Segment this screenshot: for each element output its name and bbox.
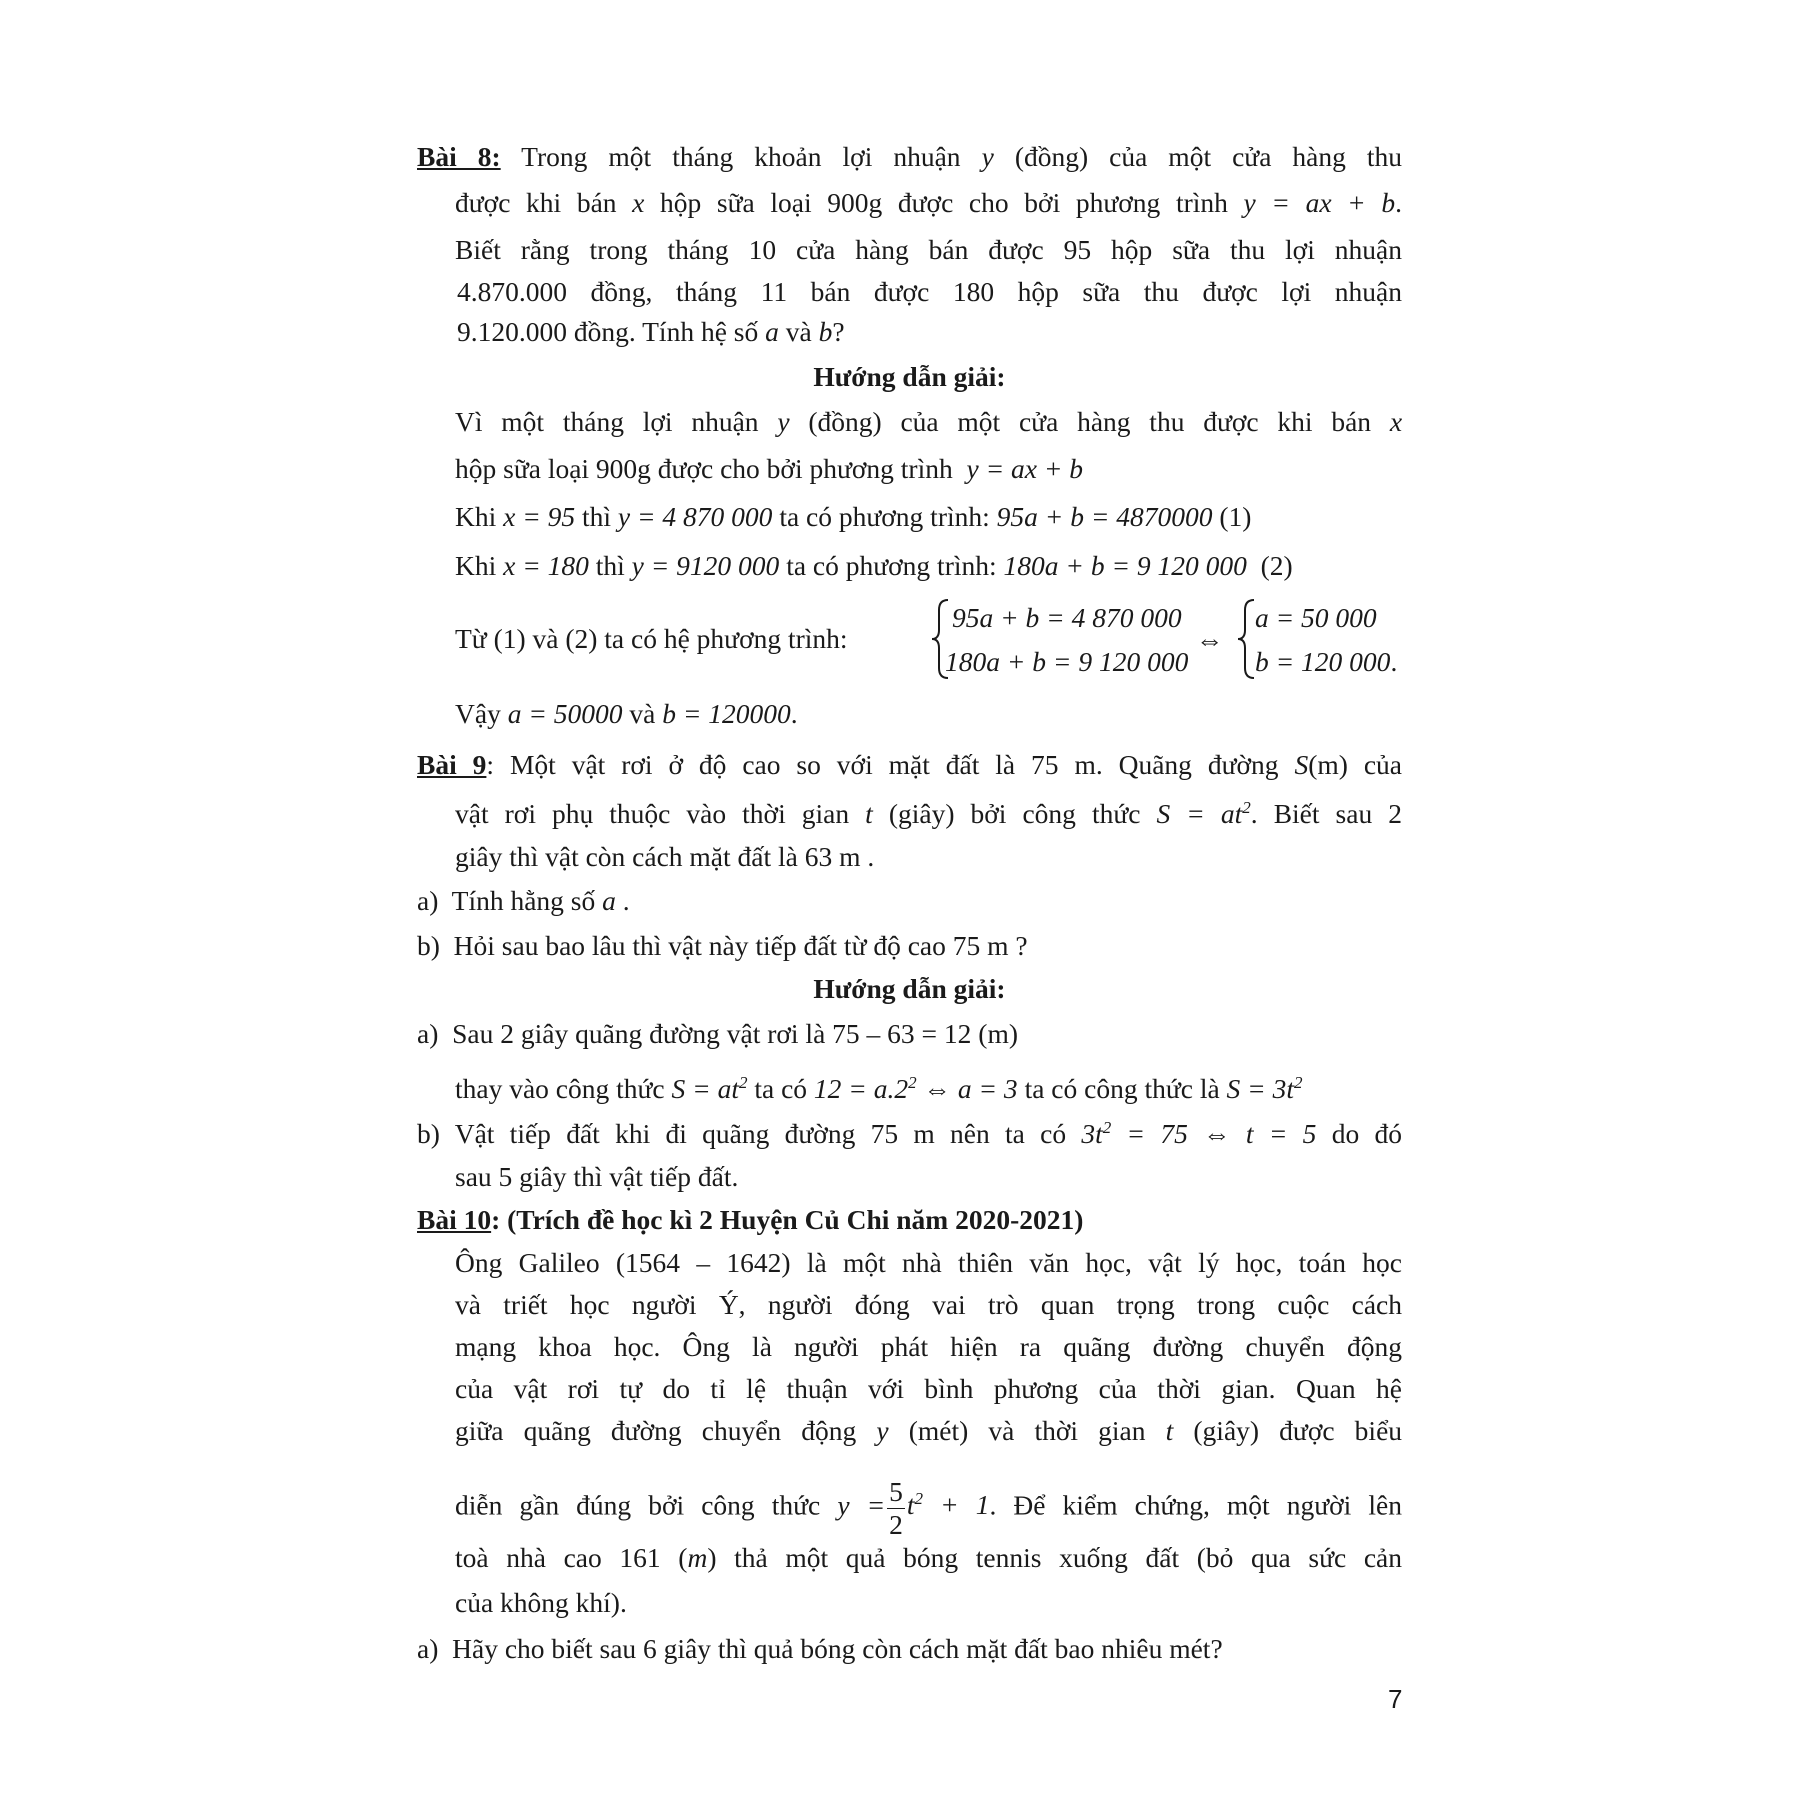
- b8-conclusion: Vậy a = 50000 và b = 120000.: [455, 698, 798, 729]
- b8-system-eq2: 180a + b = 9 120 000: [945, 646, 1189, 677]
- b10-para-line-3: mạng khoa học. Ông là người phát hiện ra quãng đường chuyển động: [455, 1331, 1402, 1362]
- b9-sol-a-line-1: a) Sau 2 giây quãng đường vật rơi là 75 – 63 = 12 (m): [417, 1018, 1019, 1049]
- b8-system-intro: Từ (1) và (2) ta có hệ phương trình:: [455, 623, 848, 654]
- b9-sol-b-line-2: sau 5 giây thì vật tiếp đất.: [455, 1161, 739, 1192]
- b9-question-a: a) Tính hằng số a .: [417, 885, 630, 916]
- b8-line-2: được khi bán x hộp sữa loại 900g được cho bởi phương trình y = ax + b.: [455, 187, 1402, 218]
- b9-sol-b-line-1: b) Vật tiếp đất khi đi quãng đường 75 m nên ta có $3t^2 = 75$ ⇔ t = 5 do đó: [417, 1117, 1402, 1149]
- b10-question-a: a) Hãy cho biết sau 6 giây thì quả bóng còn cách mặt đất bao nhiêu mét?: [417, 1633, 1223, 1664]
- b8-system-res2: b = 120 000.: [1255, 646, 1398, 677]
- b8-line-4: 4.870.000 đồng, tháng 11 bán được 180 hộp sữa thu được lợi nhuận: [457, 276, 1402, 307]
- b8-sol-line-2: hộp sữa loại 900g được cho bởi phương trình y = ax + b: [455, 453, 1084, 484]
- b8-system-equiv-icon: ⇔: [1196, 624, 1224, 655]
- b8-sol-line-4: Khi x = 180 thì y = 9120 000 ta có phương trình: 180a + b = 9 120 000 (2): [455, 550, 1293, 581]
- b9-line-3: giây thì vật còn cách mặt đất là 63 m .: [455, 841, 875, 872]
- b9-line-1: Bài 9: Một vật rơi ở độ cao so với mặt đất là 75 m. Quãng đường S(m) của: [417, 749, 1403, 780]
- b10-para-line-4: của vật rơi tự do tỉ lệ thuận với bình phương của thời gian. Quan hệ: [455, 1373, 1402, 1404]
- b8-sol-line-3: Khi x = 95 thì y = 4 870 000 ta có phương trình: 95a + b = 4870000 (1): [455, 501, 1252, 532]
- b10-para-line-5: giữa quãng đường chuyển động y (mét) và thời gian t (giây) được biểu: [455, 1415, 1403, 1446]
- b8-system-eq1: 95a + b = 4 870 000: [952, 602, 1182, 633]
- b8-label: Bài 8:: [417, 141, 501, 172]
- b9-guide-heading: Hướng dẫn giải:: [813, 973, 1006, 1004]
- b8-line-1: Bài 8: Trong một tháng khoản lợi nhuận y (đồng) của một cửa hàng thu: [417, 141, 1403, 172]
- b9-label: Bài 9: [417, 749, 487, 780]
- b10-para-line-2: và triết học người Ý, người đóng vai trò quan trọng trong cuộc cách: [455, 1289, 1402, 1320]
- b10-heading: Bài 10: (Trích đề học kì 2 Huyện Củ Chi năm 2020-2021): [417, 1204, 1084, 1235]
- b10-para-line-6: diễn gần đúng bởi công thức y = $\frac{5}{2}$ $t^2 + 1$. Để kiểm chứng, một người lên: [455, 1476, 1402, 1540]
- b8-line-3: Biết rằng trong tháng 10 cửa hàng bán được 95 hộp sữa thu lợi nhuận: [455, 234, 1402, 265]
- b8-line-5: 9.120.000 đồng. Tính hệ số a và b?: [457, 316, 845, 347]
- b9-line-2: vật rơi phụ thuộc vào thời gian t (giây) bởi công thức $S = at^2$. Biết sau 2: [455, 797, 1402, 829]
- b9-question-b: b) Hỏi sau bao lâu thì vật này tiếp đất từ độ cao 75 m ?: [417, 930, 1028, 961]
- b10-para-line-1: Ông Galileo (1564 – 1642) là một nhà thiên văn học, vật lý học, toán học: [455, 1247, 1402, 1278]
- b8-system-res1: a = 50 000: [1255, 602, 1377, 633]
- b10-para-line-8: của không khí).: [455, 1587, 627, 1618]
- fraction-five-halves: $\frac{5}{2}$: [889, 1476, 903, 1540]
- b10-para-line-7: toà nhà cao 161 (m) thả một quả bóng tennis xuống đất (bỏ qua sức cản: [455, 1542, 1402, 1573]
- b10-label: Bài 10: [417, 1204, 492, 1235]
- b8-sol-line-1: Vì một tháng lợi nhuận y (đồng) của một cửa hàng thu được khi bán x: [455, 406, 1403, 437]
- b9-sol-a-line-2: thay vào công thức $S = at^2$ ta có $12 = a.2^2$ ⇔ a = 3 ta có công thức là $S = 3t^2$: [455, 1072, 1303, 1104]
- b8-guide-heading: Hướng dẫn giải:: [813, 361, 1006, 392]
- page-number: 7: [1388, 1684, 1403, 1714]
